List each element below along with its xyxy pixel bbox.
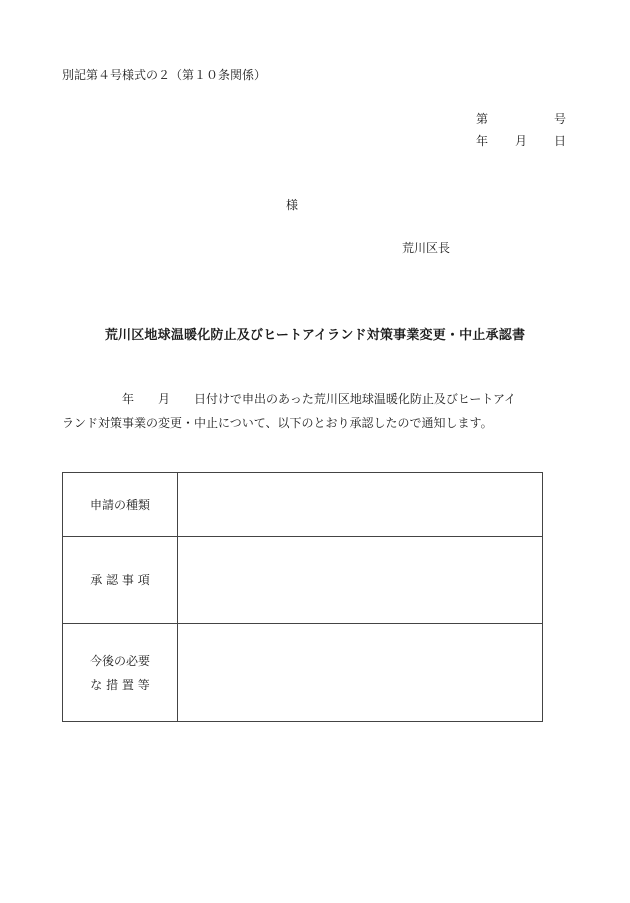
document-number-line xyxy=(476,110,566,127)
body-line-1: 年 月 日付けで申出のあった荒川区地球温暖化防止及びヒートアイ xyxy=(62,392,516,406)
table-row-approved-items xyxy=(63,537,543,624)
date-year: 年 xyxy=(476,134,489,148)
body-line-2: ランド対策事業の変更・中止について、以下のとおり承認したので通知します。 xyxy=(62,416,493,430)
form-reference: 別記第４号様式の２（第１０条関係） xyxy=(62,68,267,82)
document-date-line xyxy=(476,132,566,149)
application-type-value xyxy=(178,473,543,537)
addressee-honorific: 様 xyxy=(286,198,299,212)
number-prefix: 第 xyxy=(476,112,489,126)
date-day: 日 xyxy=(553,134,566,148)
required-measures-label-line-1: 今後の必要 xyxy=(89,653,150,668)
required-measures-value xyxy=(178,624,543,722)
table-row-required-measures xyxy=(63,624,543,722)
required-measures-label-line-2: な 措 置 等 xyxy=(90,677,150,692)
approved-items-value xyxy=(178,537,543,624)
approved-items-label: 承 認 事 項 xyxy=(63,537,178,624)
table-row-application-type xyxy=(63,473,543,537)
number-suffix: 号 xyxy=(553,112,566,126)
body-paragraph xyxy=(62,387,572,435)
document-title: 荒川区地球温暖化防止及びヒートアイランド対策事業変更・中止承認書 xyxy=(104,328,526,343)
application-type-label: 申請の種類 xyxy=(63,473,178,537)
issuer-name: 荒川区長 xyxy=(402,241,451,255)
required-measures-label xyxy=(63,624,178,722)
date-month: 月 xyxy=(514,134,527,148)
approval-details-table xyxy=(62,472,543,722)
